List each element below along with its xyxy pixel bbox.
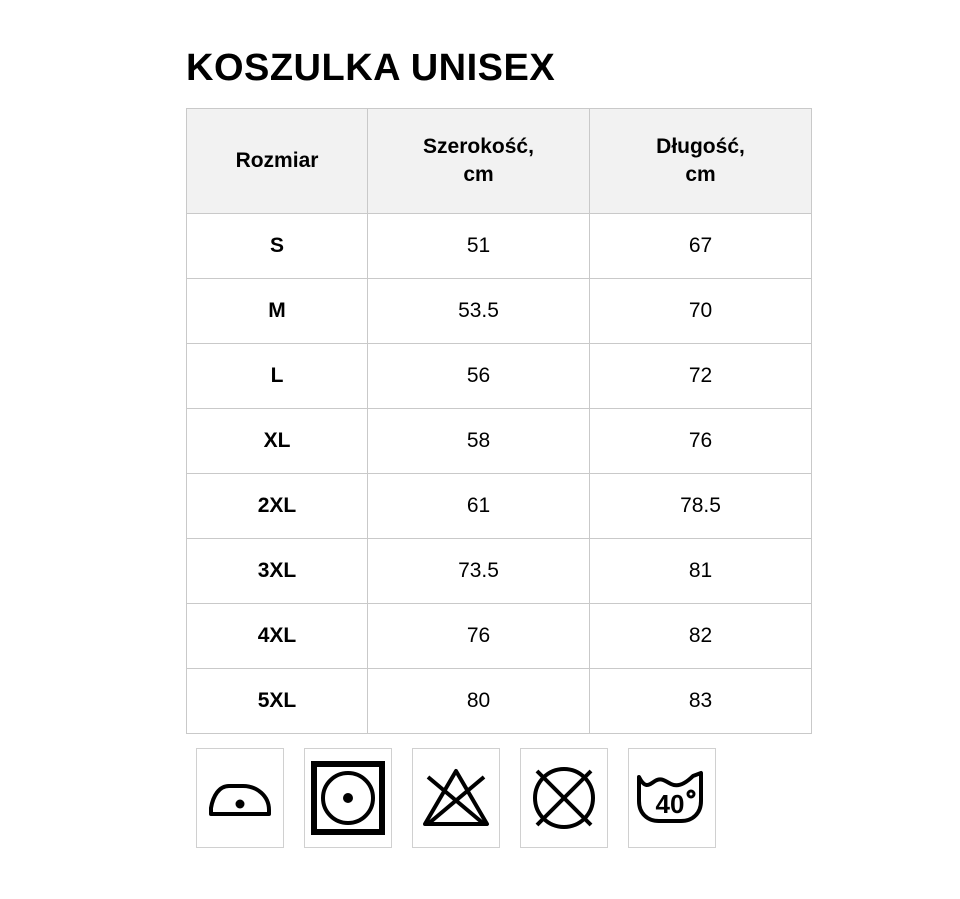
table-header-row: [187, 109, 812, 214]
column-header-width: [368, 109, 590, 214]
cell-size: M: [187, 279, 368, 344]
care-symbols-row: [196, 748, 716, 848]
wash-temperature-label: 40: [655, 789, 685, 819]
cell-length: 76: [590, 409, 812, 474]
cell-width: 80: [368, 669, 590, 734]
table-body: [187, 214, 812, 734]
cell-width: 61: [368, 474, 590, 539]
column-header-width-line2: cm: [463, 163, 494, 186]
cell-length: 72: [590, 344, 812, 409]
cell-size: 3XL: [187, 539, 368, 604]
column-header-length: [590, 109, 812, 214]
cell-length: 70: [590, 279, 812, 344]
do-not-dry-clean-icon: [520, 748, 608, 848]
cell-size: L: [187, 344, 368, 409]
cell-size: 5XL: [187, 669, 368, 734]
do-not-bleach-icon: [412, 748, 500, 848]
wash-40-degrees-icon: [628, 748, 716, 848]
table-row: [187, 214, 812, 279]
size-table: [186, 108, 812, 734]
cell-width: 73.5: [368, 539, 590, 604]
cell-width: 58: [368, 409, 590, 474]
cell-size: S: [187, 214, 368, 279]
table-row: [187, 279, 812, 344]
cell-length: 82: [590, 604, 812, 669]
table-row: [187, 539, 812, 604]
cell-length: 67: [590, 214, 812, 279]
table-row: [187, 344, 812, 409]
cell-length: 78.5: [590, 474, 812, 539]
column-header-size: Rozmiar: [187, 109, 368, 214]
cell-length: 83: [590, 669, 812, 734]
table-row: [187, 474, 812, 539]
tumble-dry-normal-icon: [304, 748, 392, 848]
column-header-length-line1: Długość,: [656, 134, 745, 158]
cell-width: 53.5: [368, 279, 590, 344]
page-title: KOSZULKA UNISEX: [186, 47, 556, 89]
cell-size: 2XL: [187, 474, 368, 539]
cell-width: 56: [368, 344, 590, 409]
cell-size: 4XL: [187, 604, 368, 669]
iron-one-dot-icon: [196, 748, 284, 848]
cell-width: 76: [368, 604, 590, 669]
column-header-width-line1: Szerokość,: [423, 134, 534, 158]
table-row: [187, 604, 812, 669]
table-header: [187, 109, 812, 214]
cell-length: 81: [590, 539, 812, 604]
table-row: [187, 669, 812, 734]
cell-size: XL: [187, 409, 368, 474]
column-header-length-line2: cm: [685, 163, 716, 186]
table-row: [187, 409, 812, 474]
cell-width: 51: [368, 214, 590, 279]
